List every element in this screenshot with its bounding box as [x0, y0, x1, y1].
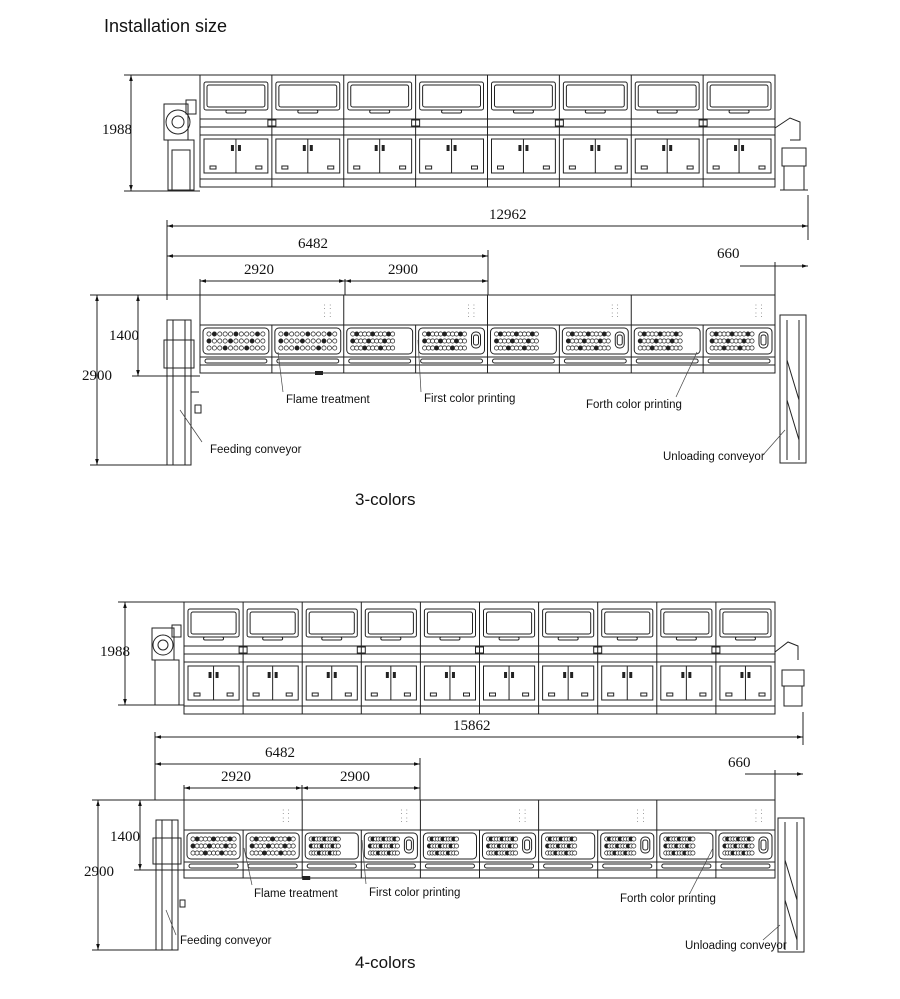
- unloading-unit-top-4: [775, 642, 804, 706]
- dim-total-4-colors: [155, 712, 803, 800]
- label-unloading-conveyor: Unloading conveyor: [663, 451, 765, 463]
- svg-text:⁚ ⁚: ⁚ ⁚: [611, 304, 619, 311]
- feeding-motor-4: [152, 625, 181, 705]
- machine-unit-top: [184, 602, 239, 714]
- label-feeding-conveyor-4: Feeding conveyor: [180, 935, 272, 947]
- feeding-conveyor-4: [153, 820, 185, 950]
- machine-unit-top: [344, 75, 412, 187]
- feeding-motor: [164, 100, 196, 190]
- machine-unit-front: [243, 809, 299, 878]
- svg-text:⁚ ⁚: ⁚ ⁚: [282, 809, 290, 816]
- machine-unit-front: [631, 295, 700, 373]
- top-view-4-colors: [100, 602, 804, 714]
- machine-unit-top: [476, 602, 535, 714]
- machine-unit-top: [699, 75, 771, 187]
- machine-unit-top: [712, 602, 771, 714]
- label-feeding-conveyor: Feeding conveyor: [210, 444, 302, 456]
- svg-text:⁚ ⁚: ⁚ ⁚: [755, 817, 763, 824]
- machine-unit-front: [416, 304, 485, 373]
- svg-text:⁚ ⁚: ⁚ ⁚: [611, 312, 619, 319]
- dim-length-end-4: 660: [728, 755, 751, 771]
- label-forth-color-4: Forth color printing: [620, 893, 716, 905]
- machine-unit-top: [488, 75, 556, 187]
- machine-unit-top: [200, 75, 268, 187]
- svg-text:⁚ ⁚: ⁚ ⁚: [400, 809, 408, 816]
- svg-text:⁚ ⁚: ⁚ ⁚: [467, 312, 475, 319]
- dim-front-height-b-4: 2900: [84, 864, 114, 880]
- machine-unit-top: [631, 75, 699, 187]
- front-view-4-colors: [84, 800, 804, 952]
- machine-unit-front: [539, 800, 595, 878]
- machine-unit-front: [200, 295, 269, 373]
- label-forth-color: Forth color printing: [586, 399, 682, 411]
- machine-unit-front: [420, 800, 476, 878]
- machine-unit-front: [559, 304, 628, 373]
- dim-length-a-4: 6482: [265, 745, 295, 761]
- machine-unit-top: [268, 75, 340, 187]
- machine-unit-top: [302, 602, 357, 714]
- machine-unit-top: [594, 602, 653, 714]
- machine-unit-front: [657, 800, 713, 878]
- label-flame-treatment: Flame treatment: [286, 394, 370, 406]
- svg-text:⁚ ⁚: ⁚ ⁚: [755, 809, 763, 816]
- page-title: Installation size: [104, 16, 228, 36]
- dim-total-3-colors: [167, 195, 808, 300]
- unloading-conveyor: [780, 315, 806, 463]
- machine-unit-top: [357, 602, 416, 714]
- machine-unit-front: [361, 809, 417, 878]
- dim-length-b: 2920: [244, 262, 274, 278]
- dim-length-a: 6482: [298, 236, 328, 252]
- svg-text:⁚ ⁚: ⁚ ⁚: [467, 304, 475, 311]
- machine-unit-front: [598, 809, 654, 878]
- dim-length-c-4: 2900: [340, 769, 370, 785]
- machine-unit-front: [184, 800, 240, 878]
- dim-length-b-4: 2920: [221, 769, 251, 785]
- machine-unit-front: [344, 295, 413, 373]
- dim-length-end: 660: [717, 246, 740, 262]
- svg-text:⁚ ⁚: ⁚ ⁚: [755, 312, 763, 319]
- svg-text:⁚ ⁚: ⁚ ⁚: [636, 817, 645, 824]
- unloading-conveyor-4: [778, 818, 804, 952]
- svg-text:⁚ ⁚: ⁚ ⁚: [323, 304, 332, 311]
- dim-height-top: 1988: [102, 122, 132, 138]
- svg-text:⁚ ⁚: ⁚ ⁚: [636, 809, 645, 816]
- feeding-conveyor: [164, 320, 201, 465]
- label-flame-treatment-4: Flame treatment: [254, 888, 338, 900]
- machine-unit-top: [539, 602, 594, 714]
- top-view-3-colors: [102, 75, 808, 191]
- section-caption-4-colors: 4-colors: [355, 953, 416, 972]
- section-caption-3-colors: 3-colors: [355, 490, 416, 509]
- machine-unit-front: [480, 809, 536, 878]
- dim-front-height-b: 2900: [82, 368, 112, 384]
- dim-total-length: 12962: [489, 207, 527, 223]
- front-view-3-colors: [82, 295, 806, 465]
- machine-unit-top: [555, 75, 627, 187]
- machine-unit-top: [420, 602, 475, 714]
- machine-unit-front: [302, 800, 358, 878]
- dim-height-top-4: 1988: [100, 644, 130, 660]
- label-first-color: First color printing: [424, 393, 516, 405]
- unloading-unit-top: [775, 118, 808, 190]
- machine-unit-front: [488, 295, 557, 373]
- label-unloading-conveyor-4: Unloading conveyor: [685, 940, 787, 952]
- svg-text:⁚ ⁚: ⁚ ⁚: [282, 817, 290, 824]
- dim-total-length-4: 15862: [453, 718, 491, 734]
- svg-text:⁚ ⁚: ⁚ ⁚: [323, 312, 332, 319]
- label-first-color-4: First color printing: [369, 887, 461, 899]
- machine-unit-front: [272, 304, 341, 373]
- machine-unit-top: [657, 602, 712, 714]
- dim-length-c: 2900: [388, 262, 418, 278]
- machine-unit-top: [239, 602, 298, 714]
- machine-unit-front: [703, 304, 772, 373]
- svg-text:⁚ ⁚: ⁚ ⁚: [755, 304, 763, 311]
- dim-front-height-a-4: 1400: [110, 829, 140, 845]
- machine-unit-front: [716, 809, 772, 878]
- svg-text:⁚ ⁚: ⁚ ⁚: [400, 817, 408, 824]
- svg-text:⁚ ⁚: ⁚ ⁚: [518, 817, 527, 824]
- svg-text:⁚ ⁚: ⁚ ⁚: [518, 809, 527, 816]
- dim-front-height-a: 1400: [109, 328, 139, 344]
- machine-unit-top: [412, 75, 484, 187]
